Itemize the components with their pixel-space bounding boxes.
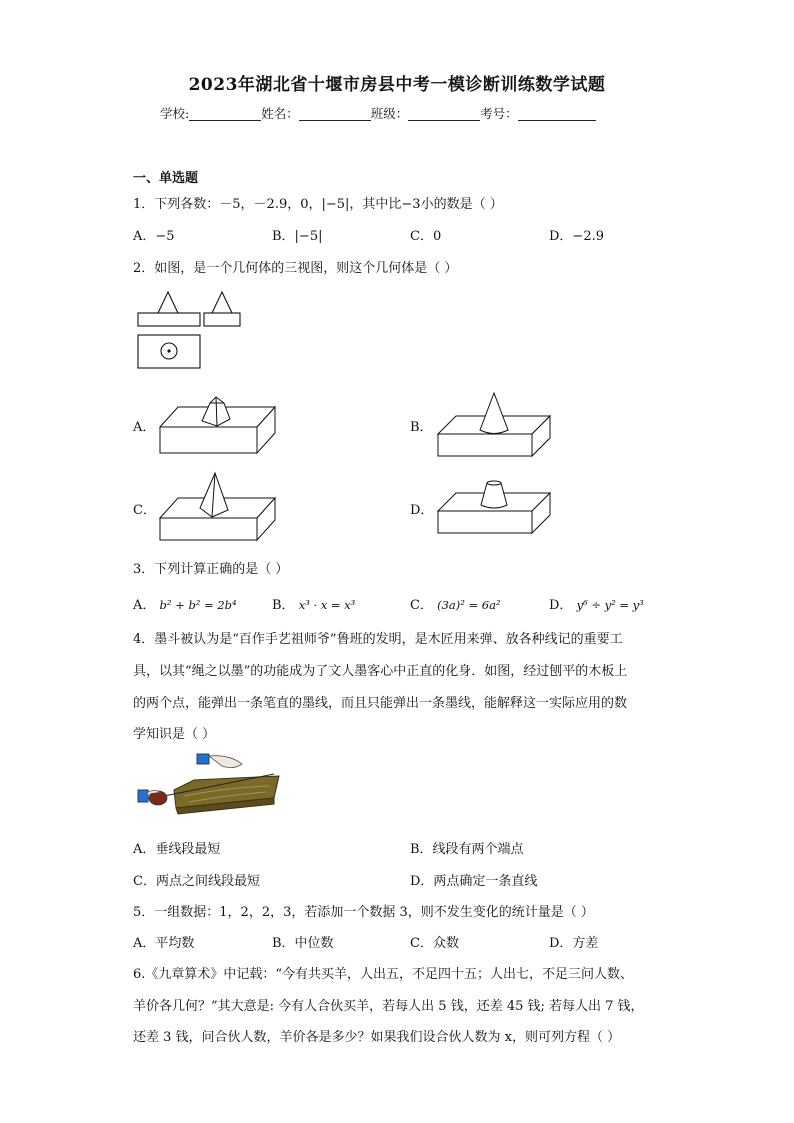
sleeve-left (138, 790, 148, 802)
q3-option-d (549, 594, 644, 613)
page-title: 2023年湖北省十堰市房县中考一模诊断训练数学试题 (188, 75, 606, 95)
ink-line-board-illustration (134, 752, 284, 822)
q2-option-a: A． (133, 420, 156, 435)
class-label: 班级： (370, 106, 409, 121)
q1-option-b: B．|−5| (272, 229, 323, 244)
cone (480, 393, 508, 434)
school-label: 学校: (160, 106, 190, 121)
three-view-figure (136, 290, 246, 372)
option-d-frustum-cone-figure (438, 477, 553, 535)
frustum-cone (481, 483, 507, 508)
q3-option-c-expr: (3a)² = 6a² (437, 598, 501, 612)
school-blank[interactable] (189, 106, 261, 121)
exam-number-blank[interactable] (518, 106, 596, 121)
hand-right (209, 756, 242, 768)
q4-option-b: B．线段有两个端点 (410, 842, 524, 857)
side-view-base (204, 313, 240, 326)
q6-line-3: 还差 3 钱，问合伙人数，羊价各是多少？如果我们设合伙人数为 x，则可列方程（ ） (133, 1030, 621, 1045)
q4-line-3: 的两个点，能弹出一条笔直的墨线，而且只能弹出一条墨线，能解释这一实际应用的数 (133, 696, 628, 711)
q4-option-d: D．两点确定一条直线 (410, 874, 538, 889)
q4-line-1: 4．墨斗被认为是“百作手艺祖师爷”鲁班的发明，是木匠用来弹、放各种线记的重要工 (133, 632, 623, 647)
q4-option-a: A．垂线段最短 (133, 842, 221, 857)
section-heading: 一、单选题 (133, 171, 199, 186)
q1-option-c: C．0 (410, 229, 442, 244)
front-view-base (138, 313, 200, 326)
block-front (438, 434, 532, 456)
exam-number-label: 考号： (480, 106, 518, 121)
name-blank[interactable] (299, 106, 371, 121)
q2-option-c: C． (133, 503, 156, 518)
option-a-frustum-pyramid-figure (160, 393, 280, 455)
q3-option-a (133, 594, 237, 613)
q5-stem: 5．一组数据：1，2，2，3，若添加一个数据 3，则不发生变化的统计量是（ ） (133, 905, 594, 920)
block-front (160, 427, 257, 453)
block-front (160, 518, 257, 540)
q3-option-a-expr: b² + b² = 2b⁴ (159, 598, 237, 612)
q4-line-2: 具，以其“绳之以墨”的功能成为了文人墨客心中正直的化身．如图，经过刨平的木板上 (133, 664, 628, 679)
q1-option-d: D．−2.9 (549, 229, 604, 244)
q2-option-b: B． (410, 420, 433, 435)
q3-option-d-expr: y⁶ ÷ y² = y³ (576, 598, 644, 612)
q3-option-d-label: D． (549, 598, 573, 613)
q4-option-c: C．两点之间线段最短 (133, 874, 260, 889)
name-label: 姓名： (261, 106, 299, 121)
q1-option-a: A．−5 (133, 229, 175, 244)
student-info-line (160, 104, 596, 122)
q3-option-c-label: C． (410, 598, 433, 613)
q5-option-a: A．平均数 (133, 936, 195, 951)
q3-option-b-label: B． (272, 598, 295, 613)
q2-stem: 2．如图，是一个几何体的三视图，则这个几何体是（ ） (133, 261, 458, 276)
block-front (438, 511, 532, 533)
q3-stem: 3．下列计算正确的是（ ） (133, 562, 289, 577)
q3-option-b (272, 594, 355, 613)
front-view-triangle (158, 292, 178, 313)
sleeve-right (197, 754, 209, 764)
q5-option-b: B．中位数 (272, 936, 334, 951)
q3-option-a-label: A． (133, 598, 156, 613)
q1-stem: 1．下列各数：－5，－2.9，0，|−5|，其中比−3小的数是（ ） (133, 197, 503, 212)
side-view-triangle (212, 292, 232, 313)
q3-option-b-expr: x³ · x = x³ (298, 598, 356, 612)
class-blank[interactable] (408, 106, 480, 121)
q3-option-c (410, 594, 501, 613)
q6-line-1: 6.《九章算术》中记载：“今有共买羊，人出五，不足四十五；人出七，不足三问人数、 (133, 967, 634, 982)
option-c-pyramid-figure (160, 470, 280, 542)
top-view-center-dot (167, 349, 170, 352)
q5-option-c: C．众数 (410, 936, 459, 951)
q4-line-4: 学知识是（ ） (133, 727, 216, 742)
q6-line-2: 羊价各几何？”其大意是: 今有人合伙买羊，若每人出 5 钱，还差 45 钱; 若每人出 7 钱， (133, 999, 644, 1014)
option-b-cone-figure (438, 390, 553, 458)
q5-option-d: D．方差 (549, 936, 599, 951)
q2-option-d: D． (410, 503, 434, 518)
